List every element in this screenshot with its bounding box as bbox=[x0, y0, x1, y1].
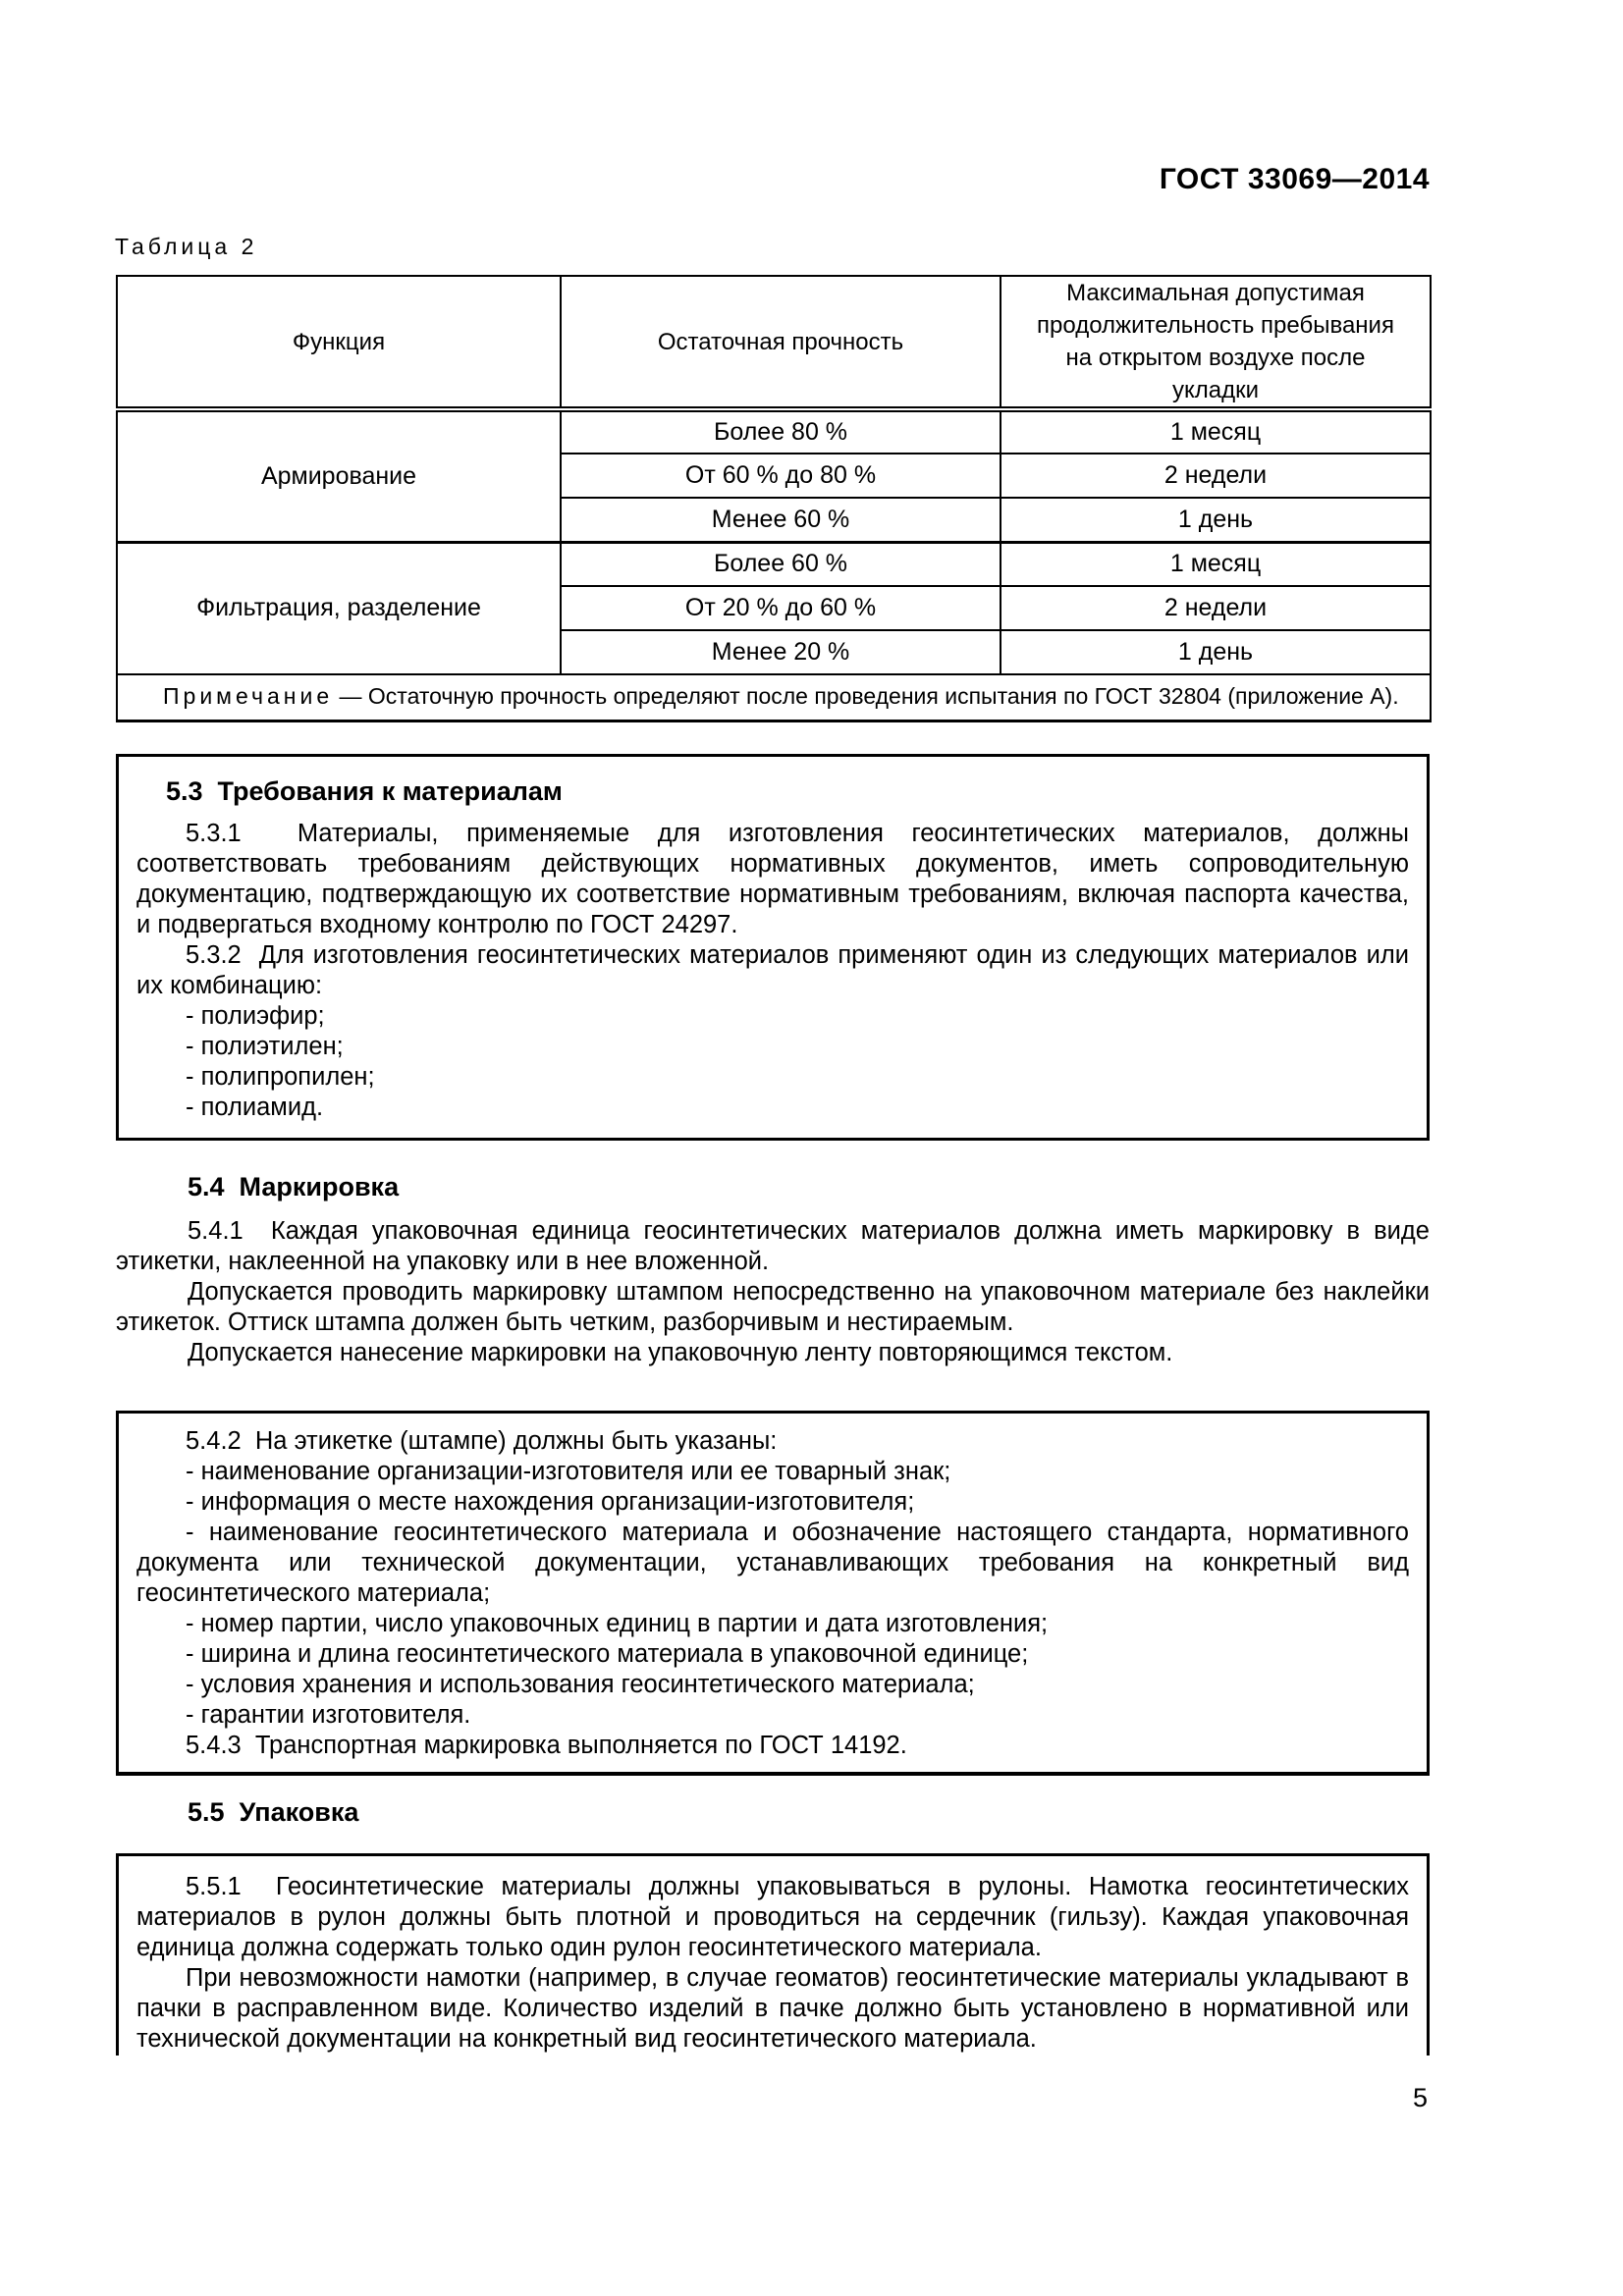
paragraph: При невозможности намотки (например, в случае геоматов) геосинтетические материалы укладывают в пачки в расправленном виде. Количество изделий в пачке должно быть установлено в нормативной или технической документации на конкретный вид геосинтетического материала. bbox=[136, 1964, 1409, 2053]
function-cell: Армирование bbox=[117, 409, 561, 542]
paragraph: Допускается нанесение маркировки на упаковочную ленту повторяющимся текстом. bbox=[188, 1339, 1173, 1366]
section-5-4 bbox=[116, 1172, 1430, 1368]
table-caption: Таблица 2 bbox=[115, 234, 258, 259]
heading-5-5: 5.5 Упаковка bbox=[188, 1797, 359, 1827]
page-number: 5 bbox=[1412, 2083, 1428, 2112]
list-item: - условия хранения и использования геосинтетического материала; bbox=[186, 1671, 975, 1698]
section-5-3-box bbox=[116, 754, 1430, 1141]
paragraph: Допускается проводить маркировку штампом непосредственно на упаковочном материале без наклейки этикеток. Оттиск штампа должен быть четким, разборчивым и нестираемым. bbox=[116, 1278, 1430, 1336]
strength-cell: Более 80 % bbox=[561, 409, 1001, 454]
list-item: - номер партии, число упаковочных единиц в партии и дата изготовления; bbox=[186, 1610, 1049, 1637]
list-item: - наименование геосинтетического материала и обозначение настоящего стандарта, нормативного документа или технической документации, устанавливающих требования на конкретный вид геосинтетического материала; bbox=[136, 1519, 1409, 1607]
section-5-5-1-box bbox=[116, 1853, 1430, 2056]
paragraph-5-3-2: 5.3.2 Для изготовления геосинтетических материалов применяют один из следующих материалов или их комбинацию: bbox=[136, 941, 1409, 999]
list-item: - гарантии изготовителя. bbox=[186, 1701, 471, 1729]
section-5-4-2-box bbox=[116, 1411, 1430, 1776]
duration-cell: 1 месяц bbox=[1001, 409, 1431, 454]
list-item: - полиэтилен; bbox=[186, 1033, 344, 1060]
strength-cell: От 20 % до 60 % bbox=[561, 586, 1001, 630]
duration-cell: 2 недели bbox=[1001, 586, 1431, 630]
strength-cell: От 60 % до 80 % bbox=[561, 454, 1001, 498]
table-row bbox=[117, 409, 1431, 454]
heading-5-4: 5.4 Маркировка bbox=[188, 1172, 400, 1201]
table-header-row bbox=[117, 276, 1431, 409]
paragraph-5-4-2: 5.4.2 На этикетке (штампе) должны быть указаны: bbox=[186, 1427, 778, 1455]
col-header-max-duration: Максимальная допустимая продолжительность пребывания на открытом воздухе после укладки bbox=[1001, 276, 1431, 409]
table-note bbox=[117, 674, 1431, 721]
list-item: - полиэфир; bbox=[186, 1002, 325, 1030]
list-item: - наименование организации-изготовителя или ее товарный знак; bbox=[186, 1458, 951, 1485]
strength-cell: Менее 60 % bbox=[561, 498, 1001, 542]
paragraph-5-3-1: 5.3.1 Материалы, применяемые для изготовления геосинтетических материалов, должны соответствовать требованиям действующих нормативных документов, иметь сопроводительную документацию, подтверждающую их соответствие нормативным требованиям, включая паспорта качества, и подвергаться входному контролю по ГОСТ 24297. bbox=[136, 820, 1409, 938]
duration-cell: 1 день bbox=[1001, 630, 1431, 674]
function-cell: Фильтрация, разделение bbox=[117, 542, 561, 674]
note-text: — Остаточную прочность определяют после проведения испытания по ГОСТ 32804 (приложение А). bbox=[333, 683, 1399, 709]
paragraph-5-5-1: 5.5.1 Геосинтетические материалы должны упаковываться в рулоны. Намотка геосинтетических материалов в рулон должны быть плотной и проводиться на сердечник (гильзу). Каждая упаковочная единица должна содержать только один рулон геосинтетического материала. bbox=[136, 1873, 1409, 1961]
paragraph-5-4-3: 5.4.3 Транспортная маркировка выполняется по ГОСТ 14192. bbox=[186, 1732, 907, 1759]
heading-5-3: 5.3 Требования к материалам bbox=[166, 776, 563, 806]
list-item: - информация о месте нахождения организации-изготовителя; bbox=[186, 1488, 915, 1516]
strength-cell: Более 60 % bbox=[561, 542, 1001, 586]
duration-cell: 1 месяц bbox=[1001, 542, 1431, 586]
duration-cell: 1 день bbox=[1001, 498, 1431, 542]
list-item: - полипропилен; bbox=[186, 1063, 375, 1091]
note-label: Примечание bbox=[163, 683, 334, 709]
table-row bbox=[117, 542, 1431, 586]
strength-cell: Менее 20 % bbox=[561, 630, 1001, 674]
duration-cell: 2 недели bbox=[1001, 454, 1431, 498]
residual-strength-table bbox=[116, 275, 1432, 722]
section-5-5 bbox=[116, 1797, 1430, 1842]
col-header-residual-strength: Остаточная прочность bbox=[561, 276, 1001, 409]
table-note-row bbox=[117, 674, 1431, 721]
list-item: - полиамид. bbox=[186, 1094, 324, 1121]
list-item: - ширина и длина геосинтетического материала в упаковочной единице; bbox=[186, 1640, 1029, 1668]
paragraph-5-4-1: 5.4.1 Каждая упаковочная единица геосинтетических материалов должна иметь маркировку в виде этикетки, наклеенной на упаковку или в нее вложенной. bbox=[116, 1217, 1430, 1275]
doc-code: ГОСТ 33069—2014 bbox=[1159, 163, 1430, 195]
col-header-function: Функция bbox=[117, 276, 561, 409]
